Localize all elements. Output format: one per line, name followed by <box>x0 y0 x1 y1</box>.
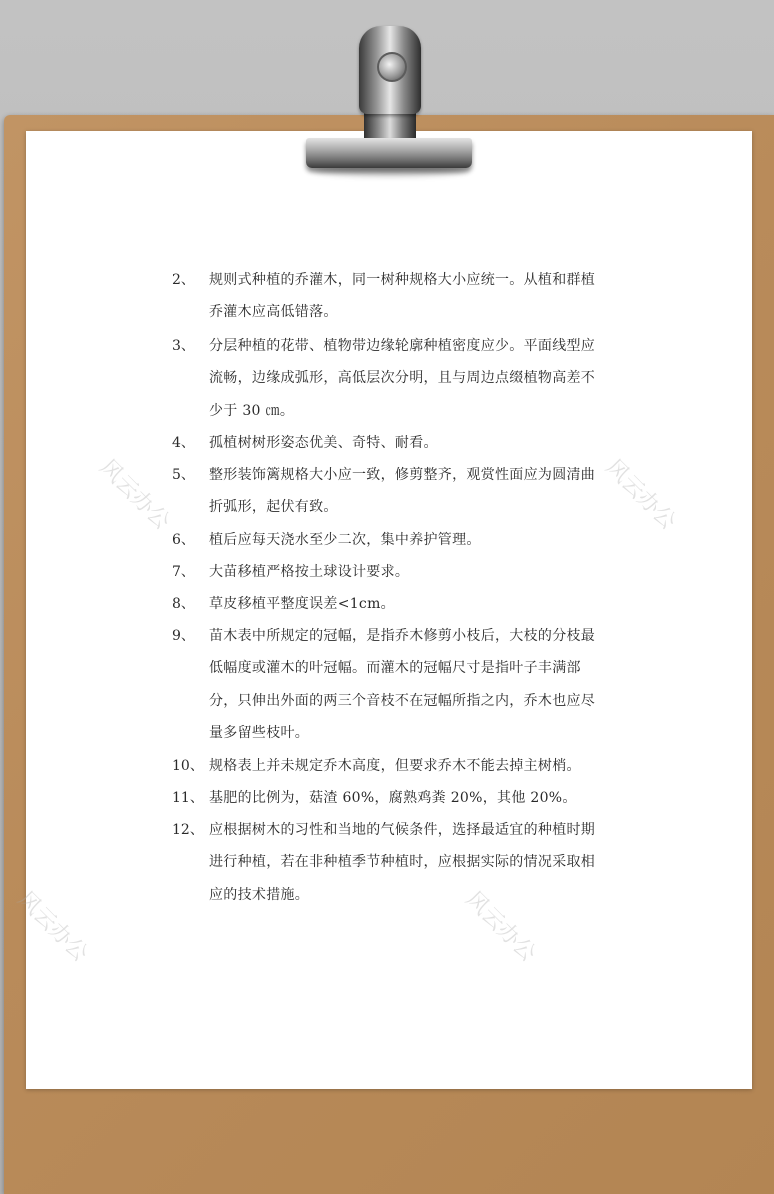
item-number: 3、 <box>172 338 195 354</box>
watermark: 风云办公 <box>460 886 541 967</box>
item-text: 植后应每天浇水至少二次，集中养护管理。 <box>209 532 481 548</box>
item-number: 11、 <box>172 790 204 806</box>
item-text: 基肥的比例为，菇渣 60%，腐熟鸡粪 20%，其他 20%。 <box>209 790 577 806</box>
watermark: 风云办公 <box>94 454 175 535</box>
item-number: 10、 <box>172 758 204 774</box>
item-number: 6、 <box>172 532 195 548</box>
item-text: 草皮移植平整度误差<1cm。 <box>209 596 395 612</box>
item-text: 整形装饰篱规格大小应一致，修剪整齐，观赏性面应为圆清曲折弧形，起伏有致。 <box>209 467 596 516</box>
item-number: 5、 <box>172 467 195 483</box>
item-number: 2、 <box>172 272 195 288</box>
watermark: 风云办公 <box>600 454 681 535</box>
item-number: 12、 <box>172 822 204 838</box>
item-number: 4、 <box>172 435 195 451</box>
item-text: 规格表上并未规定乔木高度，但要求乔木不能去掉主树梢。 <box>209 758 581 774</box>
item-text: 大苗移植严格按土球设计要求。 <box>209 564 410 580</box>
watermark: 风云办公 <box>12 886 93 967</box>
item-text: 规则式种植的乔灌木，同一树种规格大小应统一。从植和群植乔灌木应高低错落。 <box>209 272 596 321</box>
item-text: 孤植树树形姿态优美、奇特、耐看。 <box>209 435 438 451</box>
item-text: 应根据树木的习性和当地的气候条件，选择最适宜的种植时期进行种植，若在非种植季节种植时，应根据实际的情况采取相应的技术措施。 <box>209 822 596 903</box>
item-number: 7、 <box>172 564 195 580</box>
item-number: 8、 <box>172 596 195 612</box>
item-text: 分层种植的花带、植物带边缘轮廓种植密度应少。平面线型应流畅，边缘成弧形，高低层次分明，且与周边点缀植物高差不少于 30 ㎝。 <box>209 338 596 419</box>
item-number: 9、 <box>172 628 195 644</box>
item-text: 苗木表中所规定的冠幅，是指乔木修剪小枝后，大枝的分枝最低幅度或灌木的叶冠幅。而灌木的冠幅尺寸是指叶子丰满部分，只伸出外面的两三个音枝不在冠幅所指之内，乔木也应尽量多留些枝叶。 <box>209 628 596 742</box>
